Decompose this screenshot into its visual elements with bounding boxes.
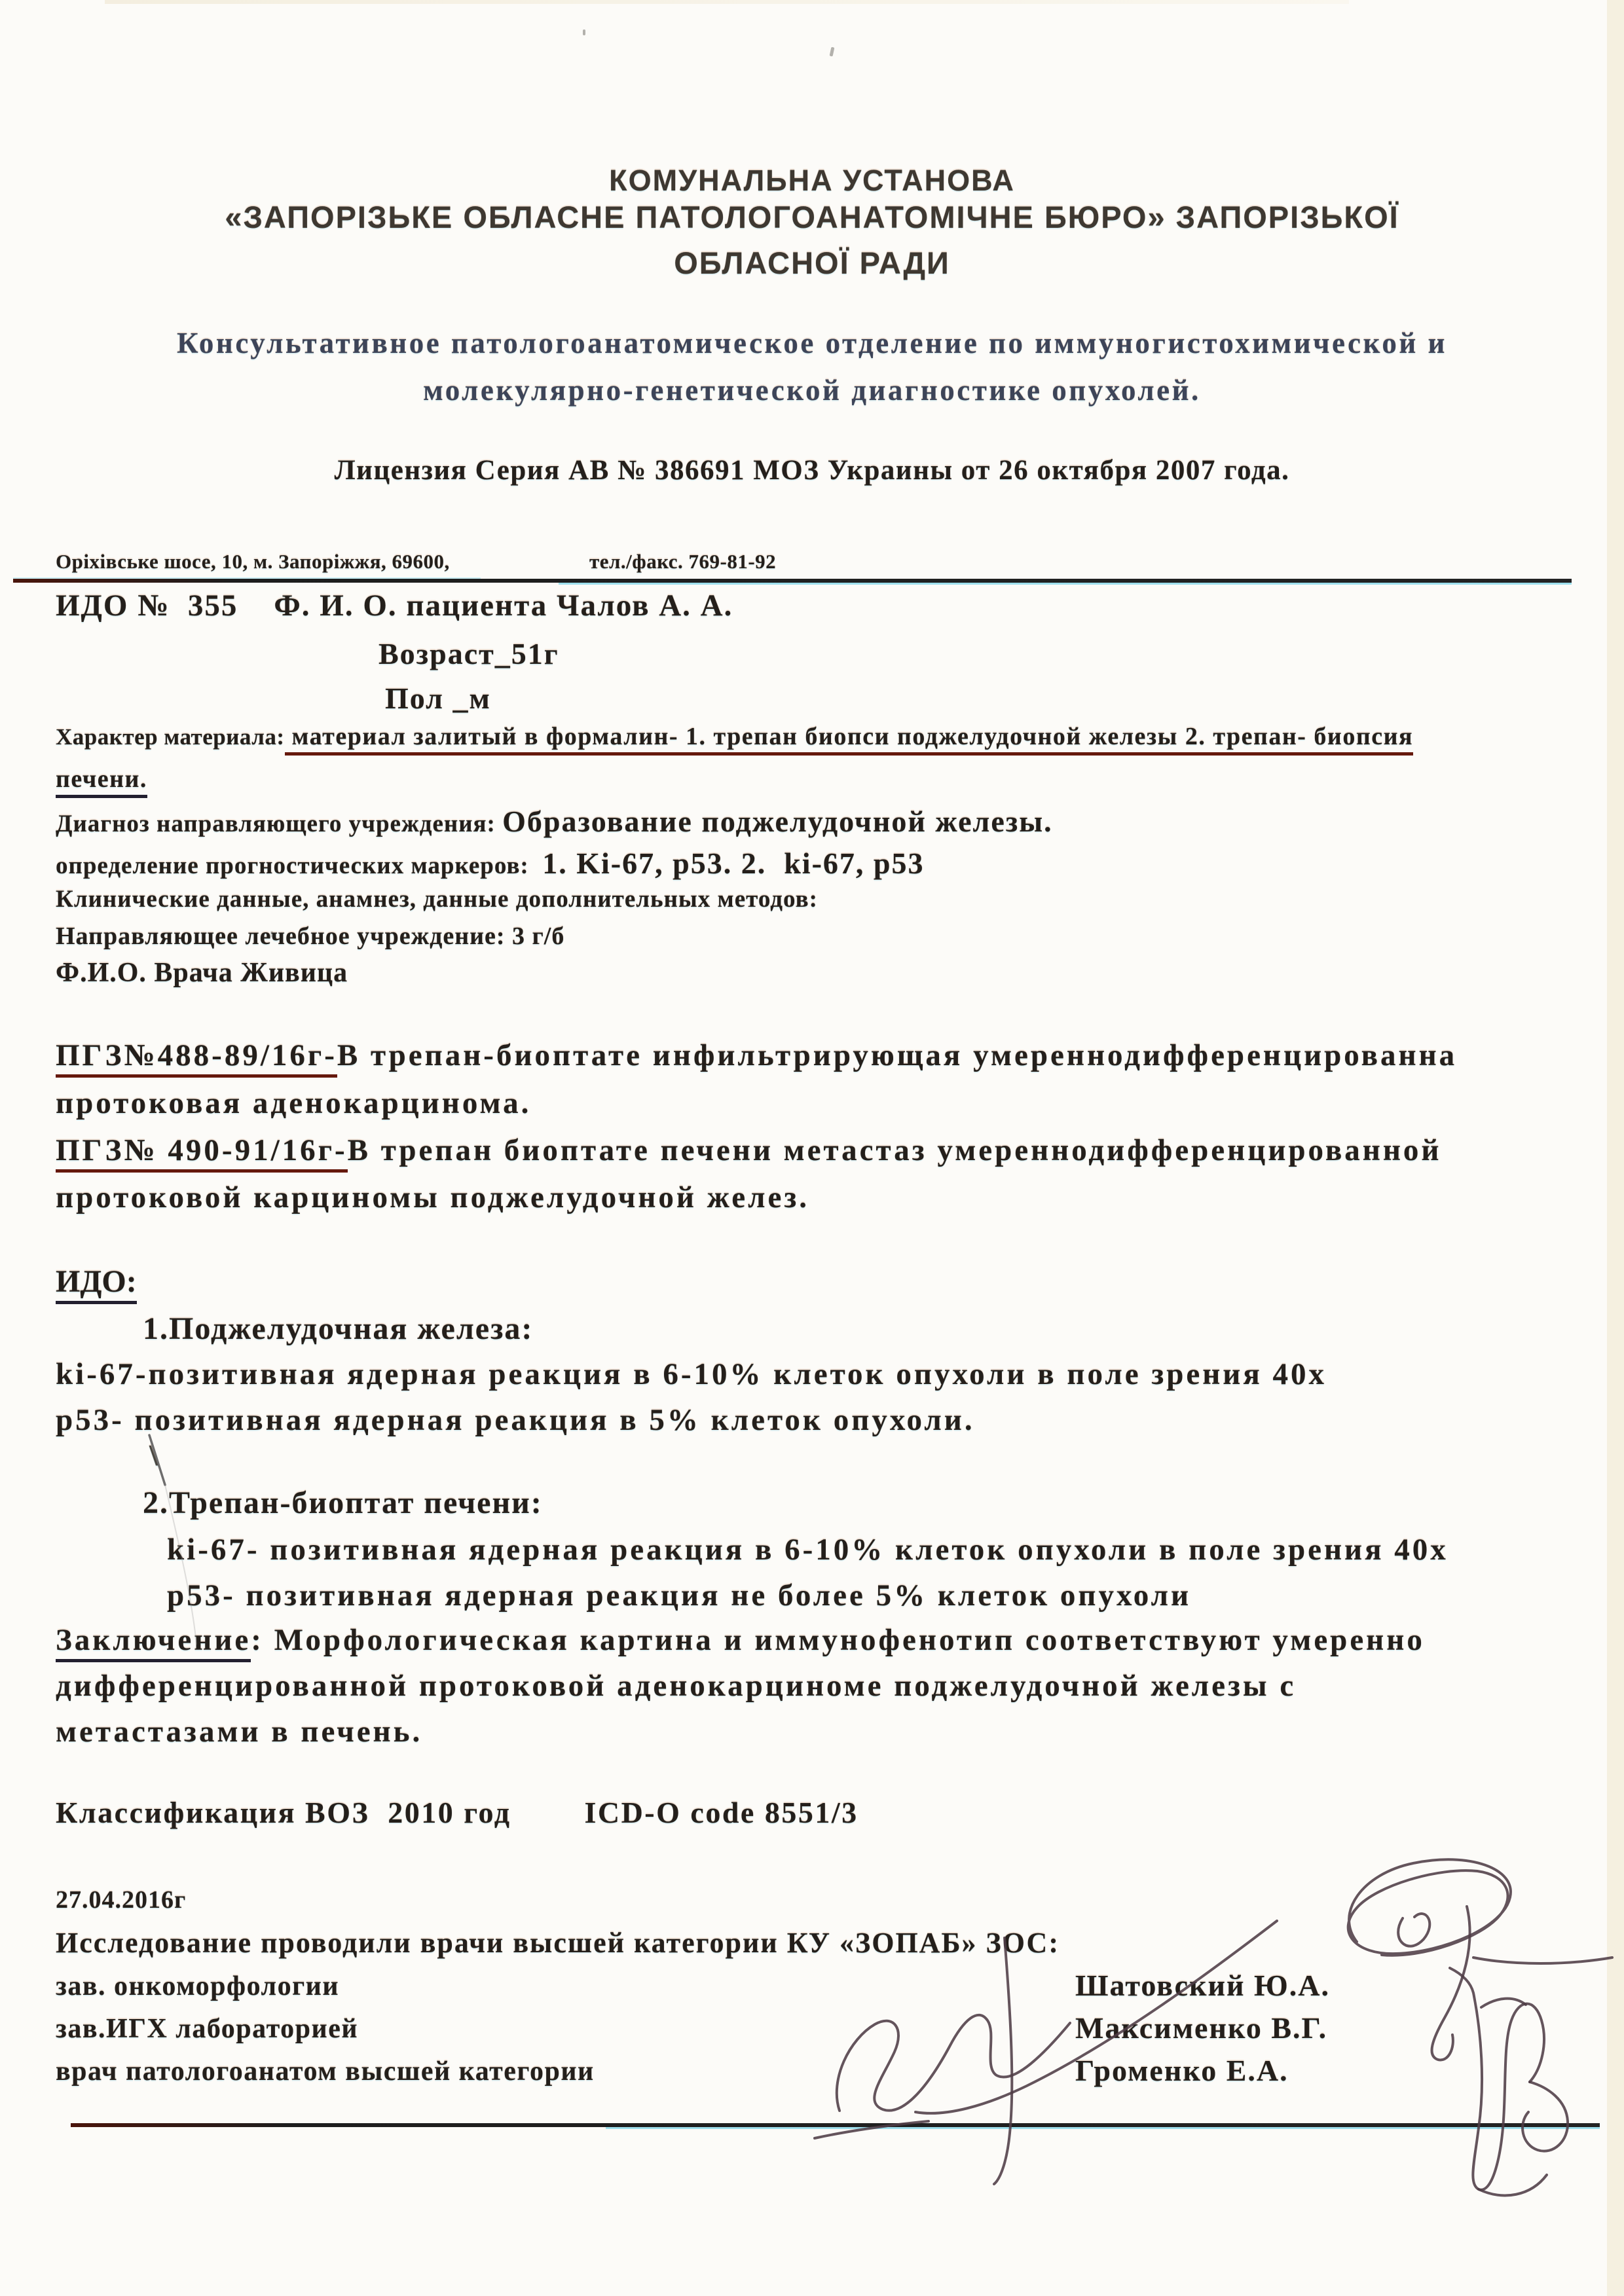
signatory-name-2: Максименко В.Г. (1075, 2011, 1328, 2045)
markers-label: определение прогностических маркеров: (56, 852, 543, 879)
org-name-line2: ОБЛАСНОЇ РАДИ (674, 246, 950, 280)
conclusion-label: Заключение (56, 1623, 251, 1662)
ido-section-title (56, 1264, 137, 1300)
who-classification-line: Классификация ВОЗ 2010 год ICD-O code 8551/3 (56, 1796, 858, 1829)
material-line2 (56, 765, 147, 793)
referring-institution: Направляющее лечебное учреждение: 3 г/б (56, 922, 565, 950)
department-line2: молекулярно-генетической диагностике опухолей. (423, 374, 1201, 407)
material-value-line2: печени. (56, 765, 147, 798)
performed-by-line: Исследование проводили врачи высшей категории КУ «ЗОПАБ» ЗОС: (56, 1927, 1060, 1959)
patient-sex: Пол _м (385, 682, 491, 715)
signatory-role-2: зав.ИГХ лабораторией (56, 2014, 359, 2044)
clinical-data-label: Клинические данные, анамнез, данные дополнительных методов: (56, 886, 818, 913)
material-value-line1: материал залитый в формалин- 1. трепан биопси поджелудочной железы 2. трепан- биопсия (285, 723, 1414, 756)
pgz1-text: В трепан-биоптате инфильтрирующая умереннодифференцированна (337, 1038, 1458, 1072)
pgz1-id: ПГЗ№488-89/16г- (56, 1038, 337, 1078)
pgz1-line2: протоковая аденокарцинома. (56, 1086, 532, 1120)
patient-age: Возраст_51г (378, 637, 559, 670)
pgz2-line2: протоковой карциномы поджелудочной желез. (56, 1180, 809, 1214)
signatory-name-1: Шатовский Ю.А. (1075, 1969, 1331, 2002)
signature-gromenko (1450, 1968, 1568, 2195)
org-type-heading: КОМУНАЛЬНА УСТАНОВА (609, 164, 1015, 197)
scan-edge-artifact-top (105, 0, 1349, 4)
markers-line (56, 846, 924, 881)
material-line1 (56, 722, 1413, 751)
address-text: Оріхівське шосе, 10, м. Запоріжжя, 69600, (56, 550, 450, 573)
stray-mark: \ (149, 1438, 158, 1472)
ido-section2-p53: p53- позитивная ядерная реакция не более 5% клеток опухоли (167, 1578, 1192, 1613)
ido-title-text: ИДО: (56, 1264, 137, 1304)
material-label: Характер материала: (56, 724, 285, 750)
diagnosis-line (56, 804, 1053, 839)
conclusion-line2: дифференцированной протоковой аденокарциноме поджелудочной железы с (56, 1669, 1297, 1703)
pgz2-text: В трепан биоптате печени метастаз умереннодифференцированной (347, 1133, 1442, 1167)
org-name-line1: «ЗАПОРІЗЬКЕ ОБЛАСНЕ ПАТОЛОГОАНАТОМІЧНЕ БЮРО» ЗАПОРІЗЬКОЇ (225, 200, 1399, 234)
scan-speck (830, 47, 835, 57)
conclusion-line3: метастазами в печень. (56, 1715, 423, 1749)
referring-doctor: Ф.И.О. Врача Живица (56, 958, 348, 988)
case-number-patient-line: ИДО № 355 Ф. И. О. пациента Чалов А. А. (56, 589, 733, 623)
signatory-name-3: Громенко Е.А. (1075, 2054, 1289, 2087)
ido-section2-ki67: ki-67- позитивная ядерная реакция в 6-10% клеток опухоли в поле зрения 40х (167, 1533, 1449, 1567)
ido-section1-p53: p53- позитивная ядерная реакция в 5% клеток опухоли. (56, 1403, 975, 1437)
signatory-role-3: врач патологоанатом высшей категории (56, 2056, 595, 2086)
header-divider-rule (13, 579, 1572, 583)
signature-maksimenko (815, 1921, 1277, 2184)
pgz1-line1 (56, 1038, 1457, 1073)
license-line: Лицензия Серия АВ № 386691 МОЗ Украины от 26 октября 2007 года. (334, 455, 1290, 486)
department-line1: Консультативное патологоанатомическое отделение по иммуногистохимической и (177, 327, 1447, 359)
pgz2-line1 (56, 1133, 1442, 1168)
footer-divider-rule (71, 2123, 1600, 2127)
ido-section2-title: 2.Трепан-биоптат печени: (143, 1485, 543, 1520)
markers-value: 1. Ki-67, p53. 2. ki-67, p53 (542, 847, 925, 880)
signature-shatovsky (1348, 1859, 1612, 2060)
conclusion-line1 (56, 1622, 1425, 1658)
pgz2-id: ПГЗ№ 490-91/16г- (56, 1133, 348, 1173)
scan-speck (583, 29, 585, 35)
report-date: 27.04.2016г (56, 1886, 187, 1914)
phone-text: тел./факс. 769-81-92 (589, 550, 777, 573)
ido-section1-ki67: ki-67-позитивная ядерная реакция в 6-10% клеток опухоли в поле зрения 40х (56, 1357, 1327, 1391)
diagnosis-value: Образование поджелудочной железы. (502, 805, 1053, 838)
signatory-role-1: зав. онкоморфологии (56, 1971, 340, 2001)
conclusion-text1: : Морфологическая картина и иммунофенотип соответствуют умеренно (251, 1623, 1425, 1657)
diagnosis-label: Диагноз направляющего учреждения: (56, 811, 503, 837)
ido-section1-title: 1.Поджелудочная железа: (143, 1311, 534, 1346)
